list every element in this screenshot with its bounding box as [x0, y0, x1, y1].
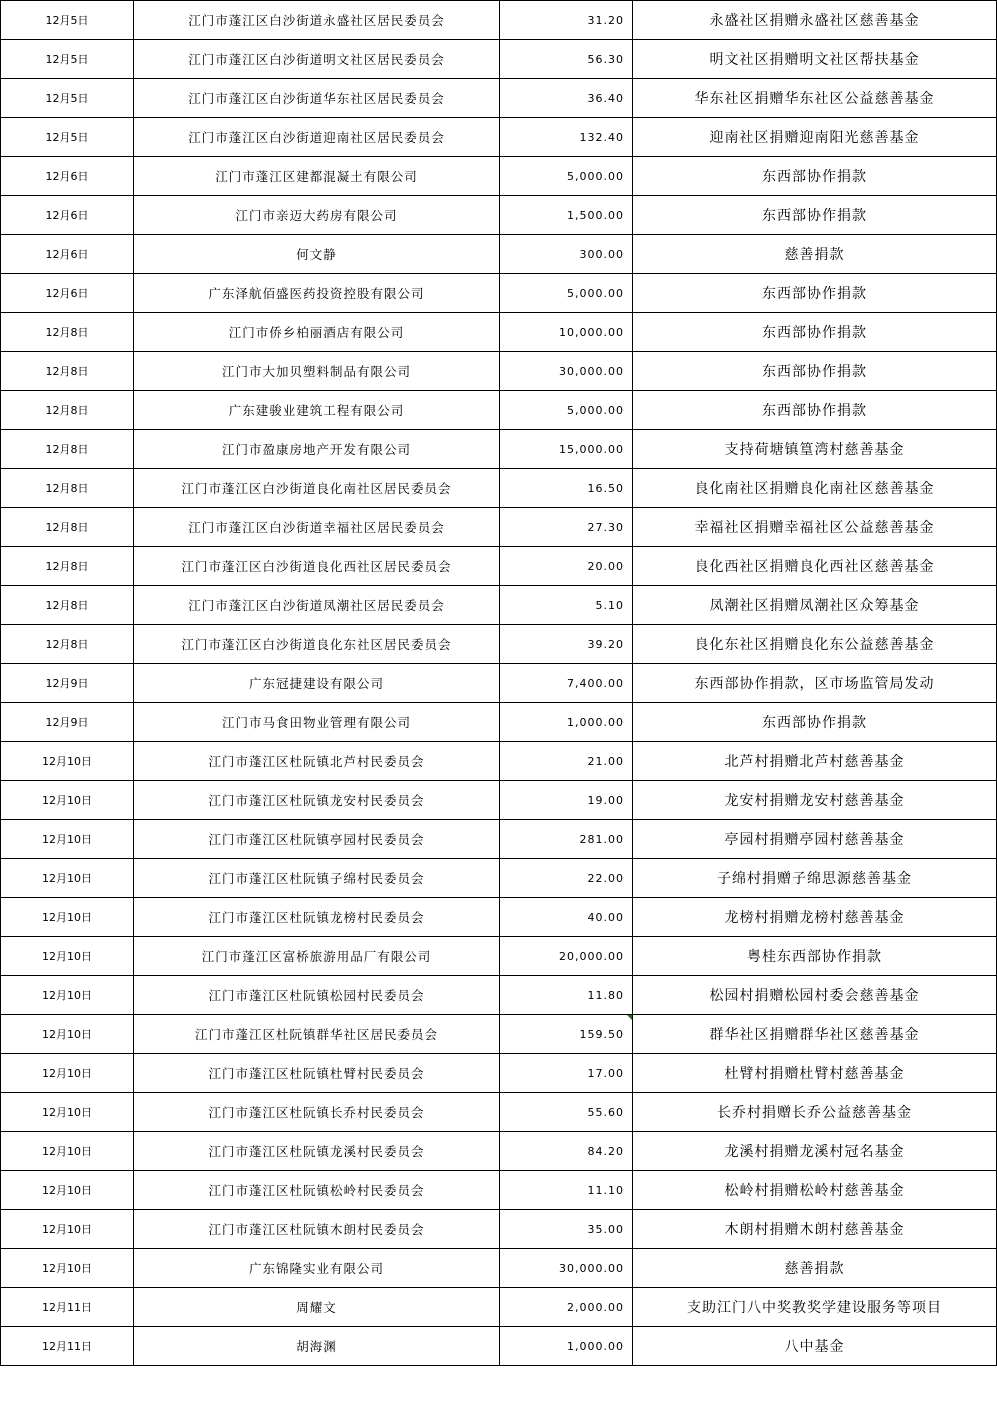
donation-amount-cell: 22.00 — [500, 859, 633, 898]
donor-name-cell: 江门市马食田物业管理有限公司 — [134, 703, 500, 742]
donation-date-cell: 12月5日 — [1, 118, 134, 157]
table-row — [1, 781, 997, 820]
donor-name-cell: 广东冠捷建设有限公司 — [134, 664, 500, 703]
donation-amount-cell: 19.00 — [500, 781, 633, 820]
donation-amount-cell: 17.00 — [500, 1054, 633, 1093]
donation-table-body — [1, 1, 997, 1366]
table-row — [1, 703, 997, 742]
donation-amount-cell: 36.40 — [500, 79, 633, 118]
donation-date-cell: 12月8日 — [1, 391, 134, 430]
donor-name-cell: 江门市蓬江区建都混凝土有限公司 — [134, 157, 500, 196]
donation-date-cell: 12月5日 — [1, 1, 134, 40]
donation-amount-cell: 281.00 — [500, 820, 633, 859]
donor-name-cell: 江门市蓬江区白沙街道迎南社区居民委员会 — [134, 118, 500, 157]
table-row — [1, 937, 997, 976]
donation-date-cell: 12月11日 — [1, 1288, 134, 1327]
donation-date-cell: 12月8日 — [1, 313, 134, 352]
donation-purpose-cell: 明文社区捐赠明文社区帮扶基金 — [633, 40, 997, 79]
table-row — [1, 664, 997, 703]
donation-amount-cell: 31.20 — [500, 1, 633, 40]
donation-amount-cell: 1,000.00 — [500, 1327, 633, 1366]
donation-amount-cell: 39.20 — [500, 625, 633, 664]
donation-purpose-cell: 松园村捐赠松园村委会慈善基金 — [633, 976, 997, 1015]
donation-date-cell: 12月10日 — [1, 820, 134, 859]
donor-name-cell: 江门市盈康房地产开发有限公司 — [134, 430, 500, 469]
donation-date-cell: 12月10日 — [1, 1249, 134, 1288]
donor-name-cell: 江门市蓬江区杜阮镇群华社区居民委员会 — [134, 1015, 500, 1054]
donation-date-cell: 12月5日 — [1, 40, 134, 79]
donor-name-cell: 江门市蓬江区白沙街道明文社区居民委员会 — [134, 40, 500, 79]
donor-name-cell: 江门市蓬江区杜阮镇松岭村民委员会 — [134, 1171, 500, 1210]
donation-purpose-cell: 龙榜村捐赠龙榜村慈善基金 — [633, 898, 997, 937]
donation-purpose-cell: 良化西社区捐赠良化西社区慈善基金 — [633, 547, 997, 586]
donor-name-cell: 胡海渊 — [134, 1327, 500, 1366]
donation-amount-cell: 5.10 — [500, 586, 633, 625]
donation-amount-cell: 84.20 — [500, 1132, 633, 1171]
donor-name-cell: 江门市大加贝塑料制品有限公司 — [134, 352, 500, 391]
table-row — [1, 1015, 997, 1054]
donor-name-cell: 江门市蓬江区白沙街道华东社区居民委员会 — [134, 79, 500, 118]
donor-name-cell: 江门市蓬江区杜阮镇亭园村民委员会 — [134, 820, 500, 859]
donation-purpose-cell: 北芦村捐赠北芦村慈善基金 — [633, 742, 997, 781]
table-row — [1, 157, 997, 196]
table-row — [1, 898, 997, 937]
donation-date-cell: 12月9日 — [1, 703, 134, 742]
donation-date-cell: 12月10日 — [1, 742, 134, 781]
table-row — [1, 976, 997, 1015]
donor-name-cell: 广东泽航佰盛医药投资控股有限公司 — [134, 274, 500, 313]
donation-purpose-cell: 子绵村捐赠子绵思源慈善基金 — [633, 859, 997, 898]
donation-purpose-cell: 支持荷塘镇篁湾村慈善基金 — [633, 430, 997, 469]
donation-purpose-cell: 龙安村捐赠龙安村慈善基金 — [633, 781, 997, 820]
donor-name-cell: 江门市蓬江区白沙街道幸福社区居民委员会 — [134, 508, 500, 547]
donation-purpose-cell: 东西部协作捐款 — [633, 274, 997, 313]
donor-name-cell: 江门市蓬江区杜阮镇北芦村民委员会 — [134, 742, 500, 781]
donation-date-cell: 12月10日 — [1, 1054, 134, 1093]
donation-purpose-cell: 慈善捐款 — [633, 235, 997, 274]
donor-name-cell: 广东建骏业建筑工程有限公司 — [134, 391, 500, 430]
donation-amount-cell: 56.30 — [500, 40, 633, 79]
donation-amount-cell: 1,000.00 — [500, 703, 633, 742]
donor-name-cell: 江门市蓬江区富桥旅游用品厂有限公司 — [134, 937, 500, 976]
table-row — [1, 274, 997, 313]
table-row — [1, 196, 997, 235]
donor-name-cell: 江门市蓬江区白沙街道永盛社区居民委员会 — [134, 1, 500, 40]
donor-name-cell: 江门市蓬江区白沙街道良化南社区居民委员会 — [134, 469, 500, 508]
donation-purpose-cell: 支助江门八中奖教奖学建设服务等项目 — [633, 1288, 997, 1327]
donation-date-cell: 12月10日 — [1, 898, 134, 937]
donation-amount-cell: 7,400.00 — [500, 664, 633, 703]
donation-date-cell: 12月10日 — [1, 1015, 134, 1054]
table-row — [1, 313, 997, 352]
donation-amount-cell: 10,000.00 — [500, 313, 633, 352]
donation-purpose-cell: 杜臂村捐赠杜臂村慈善基金 — [633, 1054, 997, 1093]
donation-purpose-cell: 东西部协作捐款 — [633, 196, 997, 235]
donation-purpose-cell: 八中基金 — [633, 1327, 997, 1366]
donor-name-cell: 周耀文 — [134, 1288, 500, 1327]
donation-date-cell: 12月8日 — [1, 469, 134, 508]
donation-amount-cell: 55.60 — [500, 1093, 633, 1132]
table-row — [1, 820, 997, 859]
donation-amount-cell: 15,000.00 — [500, 430, 633, 469]
table-row — [1, 859, 997, 898]
table-row — [1, 1327, 997, 1366]
donation-purpose-cell: 永盛社区捐赠永盛社区慈善基金 — [633, 1, 997, 40]
donation-purpose-cell: 良化南社区捐赠良化南社区慈善基金 — [633, 469, 997, 508]
donor-name-cell: 江门市蓬江区杜阮镇木朗村民委员会 — [134, 1210, 500, 1249]
donor-name-cell: 江门市蓬江区杜阮镇长乔村民委员会 — [134, 1093, 500, 1132]
donation-purpose-cell: 东西部协作捐款 — [633, 313, 997, 352]
donation-amount-cell: 35.00 — [500, 1210, 633, 1249]
table-row — [1, 742, 997, 781]
cell-indicator-icon — [627, 1015, 632, 1020]
table-row — [1, 1054, 997, 1093]
donation-amount-cell: 30,000.00 — [500, 352, 633, 391]
donation-date-cell: 12月6日 — [1, 196, 134, 235]
table-row — [1, 547, 997, 586]
donation-purpose-cell: 粤桂东西部协作捐款 — [633, 937, 997, 976]
donation-purpose-cell: 迎南社区捐赠迎南阳光慈善基金 — [633, 118, 997, 157]
donation-date-cell: 12月10日 — [1, 976, 134, 1015]
donation-date-cell: 12月8日 — [1, 430, 134, 469]
table-row — [1, 118, 997, 157]
donation-date-cell: 12月10日 — [1, 937, 134, 976]
donation-amount-cell: 5,000.00 — [500, 391, 633, 430]
donation-purpose-cell: 亭园村捐赠亭园村慈善基金 — [633, 820, 997, 859]
donation-purpose-cell: 凤潮社区捐赠凤潮社区众筹基金 — [633, 586, 997, 625]
donor-name-cell: 江门市蓬江区白沙街道凤潮社区居民委员会 — [134, 586, 500, 625]
table-row — [1, 1, 997, 40]
donation-amount-cell: 5,000.00 — [500, 274, 633, 313]
donation-purpose-cell: 龙溪村捐赠龙溪村冠名基金 — [633, 1132, 997, 1171]
donation-purpose-cell: 东西部协作捐款，区市场监管局发动 — [633, 664, 997, 703]
donation-amount-cell: 20.00 — [500, 547, 633, 586]
table-row — [1, 469, 997, 508]
donation-purpose-cell: 华东社区捐赠华东社区公益慈善基金 — [633, 79, 997, 118]
donation-date-cell: 12月10日 — [1, 1210, 134, 1249]
table-row — [1, 430, 997, 469]
donation-amount-cell: 16.50 — [500, 469, 633, 508]
donation-date-cell: 12月11日 — [1, 1327, 134, 1366]
donor-name-cell: 江门市蓬江区杜阮镇杜臂村民委员会 — [134, 1054, 500, 1093]
table-row — [1, 40, 997, 79]
table-row — [1, 1210, 997, 1249]
donation-date-cell: 12月9日 — [1, 664, 134, 703]
donation-date-cell: 12月8日 — [1, 586, 134, 625]
table-row — [1, 1288, 997, 1327]
table-row — [1, 625, 997, 664]
table-row — [1, 79, 997, 118]
donation-date-cell: 12月10日 — [1, 859, 134, 898]
donation-amount-cell: 27.30 — [500, 508, 633, 547]
donor-name-cell: 江门市蓬江区杜阮镇龙溪村民委员会 — [134, 1132, 500, 1171]
donation-amount-cell: 11.80 — [500, 976, 633, 1015]
donor-name-cell: 江门市亲迈大药房有限公司 — [134, 196, 500, 235]
donation-date-cell: 12月8日 — [1, 508, 134, 547]
donor-name-cell: 江门市蓬江区杜阮镇龙安村民委员会 — [134, 781, 500, 820]
donor-name-cell: 江门市蓬江区杜阮镇松园村民委员会 — [134, 976, 500, 1015]
table-row — [1, 508, 997, 547]
donation-purpose-cell: 幸福社区捐赠幸福社区公益慈善基金 — [633, 508, 997, 547]
donation-amount-cell: 2,000.00 — [500, 1288, 633, 1327]
table-row — [1, 352, 997, 391]
donation-date-cell: 12月10日 — [1, 1132, 134, 1171]
donation-amount-cell: 20,000.00 — [500, 937, 633, 976]
donation-date-cell: 12月10日 — [1, 1171, 134, 1210]
donor-name-cell: 江门市侨乡柏丽酒店有限公司 — [134, 313, 500, 352]
donation-purpose-cell: 东西部协作捐款 — [633, 703, 997, 742]
donation-purpose-cell: 东西部协作捐款 — [633, 157, 997, 196]
donor-name-cell: 江门市蓬江区杜阮镇子绵村民委员会 — [134, 859, 500, 898]
donation-amount-cell: 300.00 — [500, 235, 633, 274]
table-row — [1, 1249, 997, 1288]
table-row — [1, 1093, 997, 1132]
donor-name-cell: 何文静 — [134, 235, 500, 274]
table-row — [1, 1132, 997, 1171]
donation-amount-cell: 21.00 — [500, 742, 633, 781]
donation-purpose-cell: 群华社区捐赠群华社区慈善基金 — [633, 1015, 997, 1054]
donation-amount-cell: 1,500.00 — [500, 196, 633, 235]
donation-purpose-cell: 慈善捐款 — [633, 1249, 997, 1288]
table-row — [1, 391, 997, 430]
donor-name-cell: 江门市蓬江区白沙街道良化西社区居民委员会 — [134, 547, 500, 586]
donation-purpose-cell: 木朗村捐赠木朗村慈善基金 — [633, 1210, 997, 1249]
donation-date-cell: 12月10日 — [1, 781, 134, 820]
table-row — [1, 586, 997, 625]
donation-date-cell: 12月5日 — [1, 79, 134, 118]
donation-date-cell: 12月6日 — [1, 235, 134, 274]
donation-purpose-cell: 东西部协作捐款 — [633, 352, 997, 391]
donation-amount-cell: 11.10 — [500, 1171, 633, 1210]
donation-date-cell: 12月10日 — [1, 1093, 134, 1132]
donation-date-cell: 12月8日 — [1, 547, 134, 586]
donor-name-cell: 江门市蓬江区白沙街道良化东社区居民委员会 — [134, 625, 500, 664]
table-row — [1, 235, 997, 274]
table-row — [1, 1171, 997, 1210]
donation-date-cell: 12月8日 — [1, 352, 134, 391]
donor-name-cell: 广东锦隆实业有限公司 — [134, 1249, 500, 1288]
donation-amount-cell: 40.00 — [500, 898, 633, 937]
donation-amount-cell: 30,000.00 — [500, 1249, 633, 1288]
donation-purpose-cell: 东西部协作捐款 — [633, 391, 997, 430]
donation-purpose-cell: 良化东社区捐赠良化东公益慈善基金 — [633, 625, 997, 664]
donation-date-cell: 12月8日 — [1, 625, 134, 664]
donation-amount-cell: 159.50 — [500, 1015, 633, 1054]
donation-amount-cell: 5,000.00 — [500, 157, 633, 196]
donation-purpose-cell: 长乔村捐赠长乔公益慈善基金 — [633, 1093, 997, 1132]
donation-date-cell: 12月6日 — [1, 274, 134, 313]
donation-date-cell: 12月6日 — [1, 157, 134, 196]
donation-amount-cell: 132.40 — [500, 118, 633, 157]
donor-name-cell: 江门市蓬江区杜阮镇龙榜村民委员会 — [134, 898, 500, 937]
donation-purpose-cell: 松岭村捐赠松岭村慈善基金 — [633, 1171, 997, 1210]
